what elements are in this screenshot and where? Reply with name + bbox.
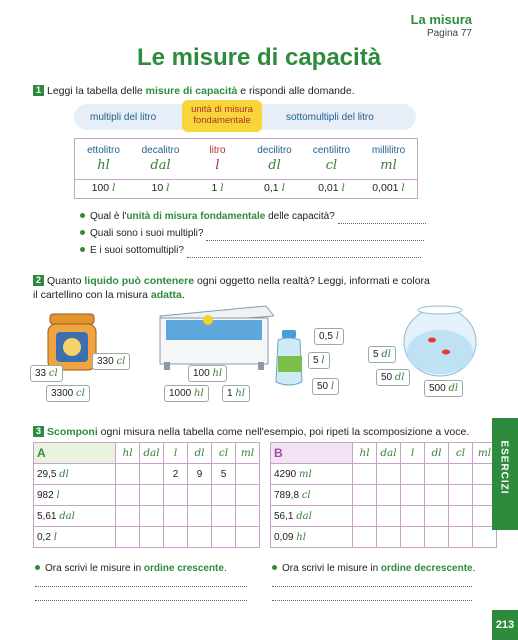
table-row [34, 527, 260, 548]
unit-symbol: hl [97, 158, 110, 173]
band-multiples: multipli del litro [90, 112, 157, 123]
digit-cell[interactable] [425, 464, 449, 485]
table-row [271, 506, 497, 527]
instr-bold: Scomponi [47, 426, 98, 438]
col-header: dl [188, 443, 212, 464]
values-row [74, 179, 418, 199]
label-bottle-5[interactable] [308, 352, 330, 369]
measure-cell [34, 485, 116, 506]
unit-value [189, 182, 246, 194]
digit-cell[interactable] [212, 506, 236, 527]
label-number: 1000 [169, 388, 192, 399]
label-unit: dl [448, 383, 459, 394]
label-bottle-50[interactable] [312, 378, 339, 395]
measure-number: 5,61 [37, 510, 57, 522]
answer-line[interactable] [35, 586, 247, 587]
bullet-icon [35, 565, 40, 570]
digit-cell[interactable] [377, 464, 401, 485]
task-text: Ora scrivi le misure in [282, 563, 381, 574]
table-b-label: B [271, 443, 353, 464]
digit-cell[interactable] [116, 506, 140, 527]
label-number: 33 [35, 368, 47, 379]
instr-text: e rispondi alle domande. [237, 85, 355, 97]
unit-symbol: cl [325, 158, 338, 173]
measure-cell [271, 527, 353, 548]
q-text: delle capacità? [265, 211, 335, 222]
instr-text: ogni misura nella tabella come nell'esempio, poi ripeti la scomposizione a voce. [97, 426, 470, 438]
unit-value [303, 182, 360, 194]
digit-cell[interactable] [188, 485, 212, 506]
value-number: 100 [91, 182, 110, 194]
section-title: La misura [410, 12, 472, 27]
digit-cell[interactable] [353, 506, 377, 527]
label-number: 50 [317, 381, 329, 392]
digit-cell[interactable] [449, 506, 473, 527]
col-header: l [164, 443, 188, 464]
answer-line[interactable] [35, 600, 247, 601]
instr-text: . [181, 289, 185, 301]
bathtub-illustration [146, 302, 274, 372]
exercise-3-instruction [33, 425, 469, 439]
table-a-label: A [34, 443, 116, 464]
digit-cell[interactable] [425, 506, 449, 527]
band-submultiples: sottomultipli del litro [286, 112, 374, 123]
digit-cell[interactable] [188, 527, 212, 548]
exercise-3-number: 3 [33, 426, 44, 437]
table-row [34, 485, 260, 506]
value-unit: l [281, 182, 285, 194]
digit-cell[interactable] [401, 464, 425, 485]
q-bold: unità di misura fondamentale [126, 211, 266, 222]
unit-symbol: l [215, 158, 220, 173]
unit-value [75, 182, 132, 194]
instr-text: Leggi la tabella delle [47, 85, 146, 97]
col-header: hl [116, 443, 140, 464]
unit-name: millilitro [371, 145, 406, 156]
label-number: 500 [429, 383, 446, 394]
bullet-icon [272, 565, 277, 570]
q-text: E i suoi sottomultipli? [90, 245, 184, 256]
label-number: 330 [97, 356, 114, 367]
value-number: 0,01 [318, 182, 339, 194]
value-number: 0,001 [372, 182, 399, 194]
unit-value [132, 182, 189, 194]
measure-number: 4290 [274, 468, 297, 480]
table-row [34, 506, 260, 527]
bullet-icon [80, 213, 85, 218]
page-number: 213 [492, 610, 518, 640]
digit-cell[interactable] [449, 464, 473, 485]
measure-unit: l [53, 531, 57, 543]
measure-number: 29,5 [37, 468, 57, 480]
col-header: ml [473, 443, 497, 464]
task-bold: ordine decrescente [380, 563, 473, 574]
value-unit: l [220, 182, 224, 194]
digit-cell[interactable] [164, 485, 188, 506]
table-row [271, 485, 497, 506]
instr-bold: adatta [150, 289, 182, 301]
unit-value [360, 182, 417, 194]
bullet-icon [80, 247, 85, 252]
band-fundamental: unità di misura fondamentale [182, 100, 262, 132]
label-unit: hl [194, 388, 204, 399]
label-number: 100 [193, 368, 210, 379]
measure-number: 0,09 [274, 531, 294, 543]
label-unit: dl [394, 372, 405, 383]
digit-cell[interactable] [212, 485, 236, 506]
answer-line[interactable] [206, 240, 424, 241]
instr-bold: liquido può contenere [84, 275, 195, 287]
task-bold: ordine crescente [143, 563, 224, 574]
digit-cell[interactable] [140, 485, 164, 506]
unit-symbol: dl [268, 158, 281, 173]
digit-cell[interactable] [449, 485, 473, 506]
digit-cell[interactable] [188, 506, 212, 527]
digit-cell[interactable] [236, 485, 260, 506]
col-header: dal [377, 443, 401, 464]
value-unit: l [166, 182, 170, 194]
measure-cell [34, 527, 116, 548]
measure-number: 56,1 [274, 510, 294, 522]
digit-cell[interactable] [116, 464, 140, 485]
digit-cell[interactable] [353, 464, 377, 485]
digit-cell[interactable] [116, 485, 140, 506]
digit-cell[interactable]: 9 [188, 464, 212, 485]
label-unit: l [321, 355, 325, 366]
answer-line[interactable] [272, 600, 472, 601]
digit-cell[interactable] [401, 527, 425, 548]
exercise-2-instruction [33, 274, 473, 302]
page-title: Le misure di capacità [136, 44, 382, 71]
bullet-icon [80, 230, 85, 235]
label-number: 3300 [51, 388, 74, 399]
unit-value [246, 182, 303, 194]
label-unit: cl [76, 388, 85, 399]
digit-cell[interactable] [425, 527, 449, 548]
exercise-2-number: 2 [33, 275, 44, 286]
unit-name: centilitro [312, 145, 351, 156]
instr-bold: misure di capacità [145, 85, 238, 97]
measure-unit: dal [59, 510, 75, 522]
col-header: cl [449, 443, 473, 464]
col-header: l [401, 443, 425, 464]
digit-cell[interactable] [236, 527, 260, 548]
measure-cell [271, 506, 353, 527]
digit-cell[interactable] [140, 506, 164, 527]
measure-cell [271, 464, 353, 485]
instr-text: il cartellino con la misura [33, 289, 151, 301]
digit-cell[interactable] [140, 464, 164, 485]
label-unit: cl [116, 356, 126, 367]
value-unit: l [341, 182, 345, 194]
table-row [271, 527, 497, 548]
digit-cell[interactable] [449, 527, 473, 548]
label-number: 50 [381, 372, 393, 383]
task-text: . [472, 563, 476, 574]
q-text: Quali sono i suoi multipli? [90, 228, 204, 239]
answer-line[interactable] [272, 586, 472, 587]
digit-cell[interactable] [425, 485, 449, 506]
label-unit: cl [48, 368, 58, 379]
digit-cell[interactable] [377, 527, 401, 548]
answer-line[interactable] [338, 223, 426, 224]
measure-unit: hl [296, 531, 306, 543]
measure-number: 982 [37, 489, 54, 501]
unit-symbol: dal [150, 158, 171, 173]
value-number: 1 [211, 182, 218, 194]
unit-symbol: ml [380, 158, 397, 173]
label-unit: l [335, 331, 339, 342]
digit-cell[interactable] [164, 527, 188, 548]
measure-unit: dal [296, 510, 312, 522]
col-header: cl [212, 443, 236, 464]
unit-name: litro [209, 145, 226, 156]
measure-cell [34, 506, 116, 527]
unit-name: decalitro [141, 145, 180, 156]
table-row [271, 464, 497, 485]
digit-cell[interactable] [353, 527, 377, 548]
col-header: dal [140, 443, 164, 464]
label-unit: dl [381, 349, 391, 360]
label-bowl-50[interactable] [376, 369, 410, 386]
question-3 [80, 244, 421, 258]
label-jar-3300[interactable] [46, 385, 90, 402]
col-header: ml [236, 443, 260, 464]
digit-cell[interactable] [236, 506, 260, 527]
measure-unit: l [56, 489, 60, 501]
digit-cell[interactable] [353, 485, 377, 506]
measure-number: 0,2 [37, 531, 51, 543]
measure-number: 789,8 [274, 489, 300, 501]
label-bowl-5[interactable] [368, 346, 396, 363]
answer-line[interactable] [187, 257, 421, 258]
table-a [33, 442, 260, 548]
unit-name: ettolitro [87, 145, 120, 156]
digit-cell[interactable] [377, 506, 401, 527]
label-unit: hl [235, 388, 245, 399]
q-text: Qual è l' [90, 211, 127, 222]
value-number: 0,1 [264, 182, 279, 194]
measure-unit: cl [301, 489, 311, 501]
exercise-1-number: 1 [33, 85, 44, 96]
label-jar-33[interactable] [30, 365, 63, 382]
digit-cell[interactable]: 5 [212, 464, 236, 485]
side-tab-label: ESERCIZI [498, 440, 510, 495]
table-b [270, 442, 497, 548]
label-number: 5 [373, 349, 379, 360]
value-unit: l [112, 182, 116, 194]
measure-cell [34, 464, 116, 485]
measure-unit: ml [299, 468, 312, 480]
task-a [35, 562, 227, 576]
digit-cell[interactable] [377, 485, 401, 506]
label-jar-330[interactable] [92, 353, 130, 370]
label-tub-100[interactable] [188, 365, 227, 382]
col-header: hl [353, 443, 377, 464]
label-number: 5 [313, 355, 319, 366]
bottle-illustration [270, 328, 310, 388]
label-unit: hl [212, 368, 223, 379]
digit-cell[interactable] [140, 527, 164, 548]
digit-cell[interactable] [116, 527, 140, 548]
label-tub-1000[interactable] [164, 385, 209, 402]
units-table [74, 138, 418, 180]
task-text: . [223, 563, 227, 574]
digit-cell[interactable] [236, 464, 260, 485]
task-b [272, 562, 475, 576]
label-number: 1 [227, 388, 233, 399]
value-number: 10 [151, 182, 164, 194]
instr-text: ogni oggetto nella realtà? Leggi, informati e colora [194, 275, 430, 287]
unit-name: decilitro [257, 145, 292, 156]
digit-cell[interactable] [401, 506, 425, 527]
table-row [34, 464, 260, 485]
label-unit: l [330, 381, 335, 392]
page-reference: Pagina 77 [426, 28, 472, 39]
label-tub-1[interactable] [222, 385, 250, 402]
exercise-1-instruction [33, 84, 355, 98]
question-2 [80, 227, 424, 241]
digit-cell[interactable] [164, 506, 188, 527]
question-1 [80, 210, 426, 224]
fishbowl-illustration [402, 304, 478, 380]
digit-cell[interactable] [401, 485, 425, 506]
measure-cell [271, 485, 353, 506]
label-bowl-500[interactable] [424, 380, 463, 397]
label-bottle-0-5[interactable] [314, 328, 344, 345]
task-text: Ora scrivi le misure in [45, 563, 144, 574]
instr-text: Quanto [47, 275, 85, 287]
digit-cell[interactable] [212, 527, 236, 548]
value-unit: l [401, 182, 405, 194]
digit-cell[interactable]: 2 [164, 464, 188, 485]
label-number: 0,5 [319, 331, 333, 342]
measure-unit: dl [59, 468, 69, 480]
col-header: dl [425, 443, 449, 464]
